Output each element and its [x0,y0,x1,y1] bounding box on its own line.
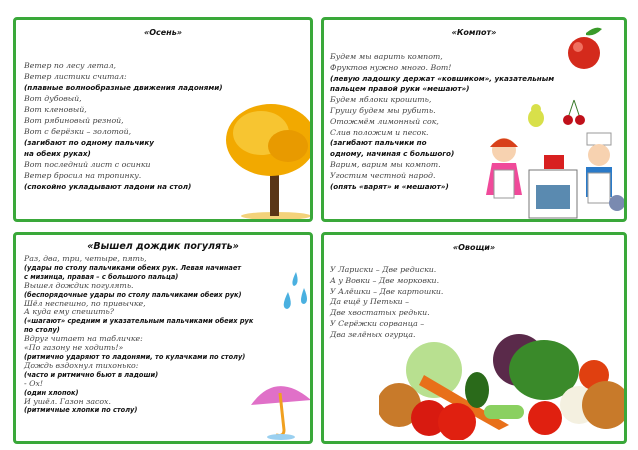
poem-lines [330,265,443,341]
verse-line: Раз, два, три, четыре, пять, [24,254,147,263]
instruction-line: (удары по столу пальчиками обеих рук. Левая начинает [24,263,242,272]
verse-line: Ветер бросил на тропинку. [24,171,142,180]
verse-line: А у Вовки – Две морковки. [330,275,440,285]
verse-line: Слив положим и песок. [330,127,429,137]
verse-line: Будем мы варить компот, [330,52,443,61]
instruction-line: (левую ладошку держат «ковшиком», указательным [330,73,555,83]
instruction-line: (беспорядочные удары по столу пальчиками обеих рук) [24,290,242,299]
card-compote [321,17,627,222]
verse-line: Вот дубовый, [24,94,82,103]
verse-line: У Серёжки сорванца – [330,318,425,328]
verse-line: Дождь вздохнул тихонько: [24,360,139,370]
instruction-line: (спокойно укладывают ладони на стол) [24,182,192,191]
verse-line: Вот рябиновый резной, [24,116,124,125]
instruction-line: пальцем правой руки «мешают») [330,84,470,94]
verse-line: «По газону не ходить!» [24,343,124,353]
instruction-line: (загибают по одному пальчику [24,138,154,147]
instruction-line: («шагают» средним и указательным пальчиками обеих рук [24,317,254,326]
instruction-line: (часто и ритмично бьют в ладоши) [24,370,159,379]
instruction-line: по столу) [24,326,60,335]
card-vegetables [321,232,627,444]
instruction-line: (ритмичные хлопки по столу) [24,406,138,415]
instruction-line: на обеих руках) [24,149,91,158]
verse-line: Ветер листики считал: [24,72,127,81]
verse-line: Шёл неспешно, по привычке, [24,298,146,308]
instruction-line: (один хлопок) [24,388,79,397]
verse-line: И ушёл. Газон засох. [24,396,111,406]
poem-lines [330,52,554,192]
instruction-line: (ритмично ударяют то ладонями, то кулачками по столу) [24,352,246,361]
card-title: «Компот» [451,28,497,37]
verse-line: - Ох! [24,378,44,388]
card-rain [13,232,313,444]
verse-line: Грушу будем мы рубить. [330,105,436,115]
raindrops-image [278,270,313,320]
verse-line: Вот кленовый, [24,105,87,114]
verse-line: Вдруг читает на табличке: [24,334,143,344]
verse-line: Ветер по лесу летал, [24,61,117,70]
cherries-image [562,98,586,128]
verse-line: Да ещё у Петьки – [330,297,410,307]
poem-lines [24,255,253,415]
instruction-line: (загибают пальчики по [330,138,427,148]
verse-line: А куда ему спешить? [24,307,114,317]
card-autumn [13,17,313,222]
verse-line: Варим, варим мы компот. [330,159,441,169]
verse-line: У Лариски – Две редиски. [330,265,437,274]
instruction-line: (опять «варят» и «мешают») [330,181,449,191]
verse-line: Фруктов нужно много. Вот! [330,62,452,72]
verse-line: Будем яблоки крошить, [330,95,432,105]
apple-image [564,25,604,70]
instruction-line: с мизинца, правая – с большого пальца) [24,272,179,281]
verse-line: Две хвостатых редьки. [330,308,430,318]
verse-line: Вот последний лист с осинки [24,160,151,169]
verse-line: Два зелёных огурца. [330,329,416,339]
poem-lines [24,60,223,192]
card-title: «Овощи» [452,243,496,252]
card-title: «Осень» [144,28,182,37]
card-title: «Вышел дождик погулять» [87,241,239,252]
instruction-line: (плавные волнообразные движения ладонями) [24,83,223,92]
umbrella-image [246,375,313,443]
verse-line: У Алёшки – Две картошки. [330,286,444,296]
verse-line: Вышел дождик погулять. [24,280,134,290]
autumn-tree-image [216,98,311,222]
verse-line: Вот с берёзки – золотой, [24,127,132,136]
vegetables-image [379,330,624,440]
verse-line: Угостим честной народ. [330,170,436,180]
verse-line: Отожмём лимонный сок, [330,116,439,126]
instruction-line: одному, начиная с большого) [330,149,455,159]
